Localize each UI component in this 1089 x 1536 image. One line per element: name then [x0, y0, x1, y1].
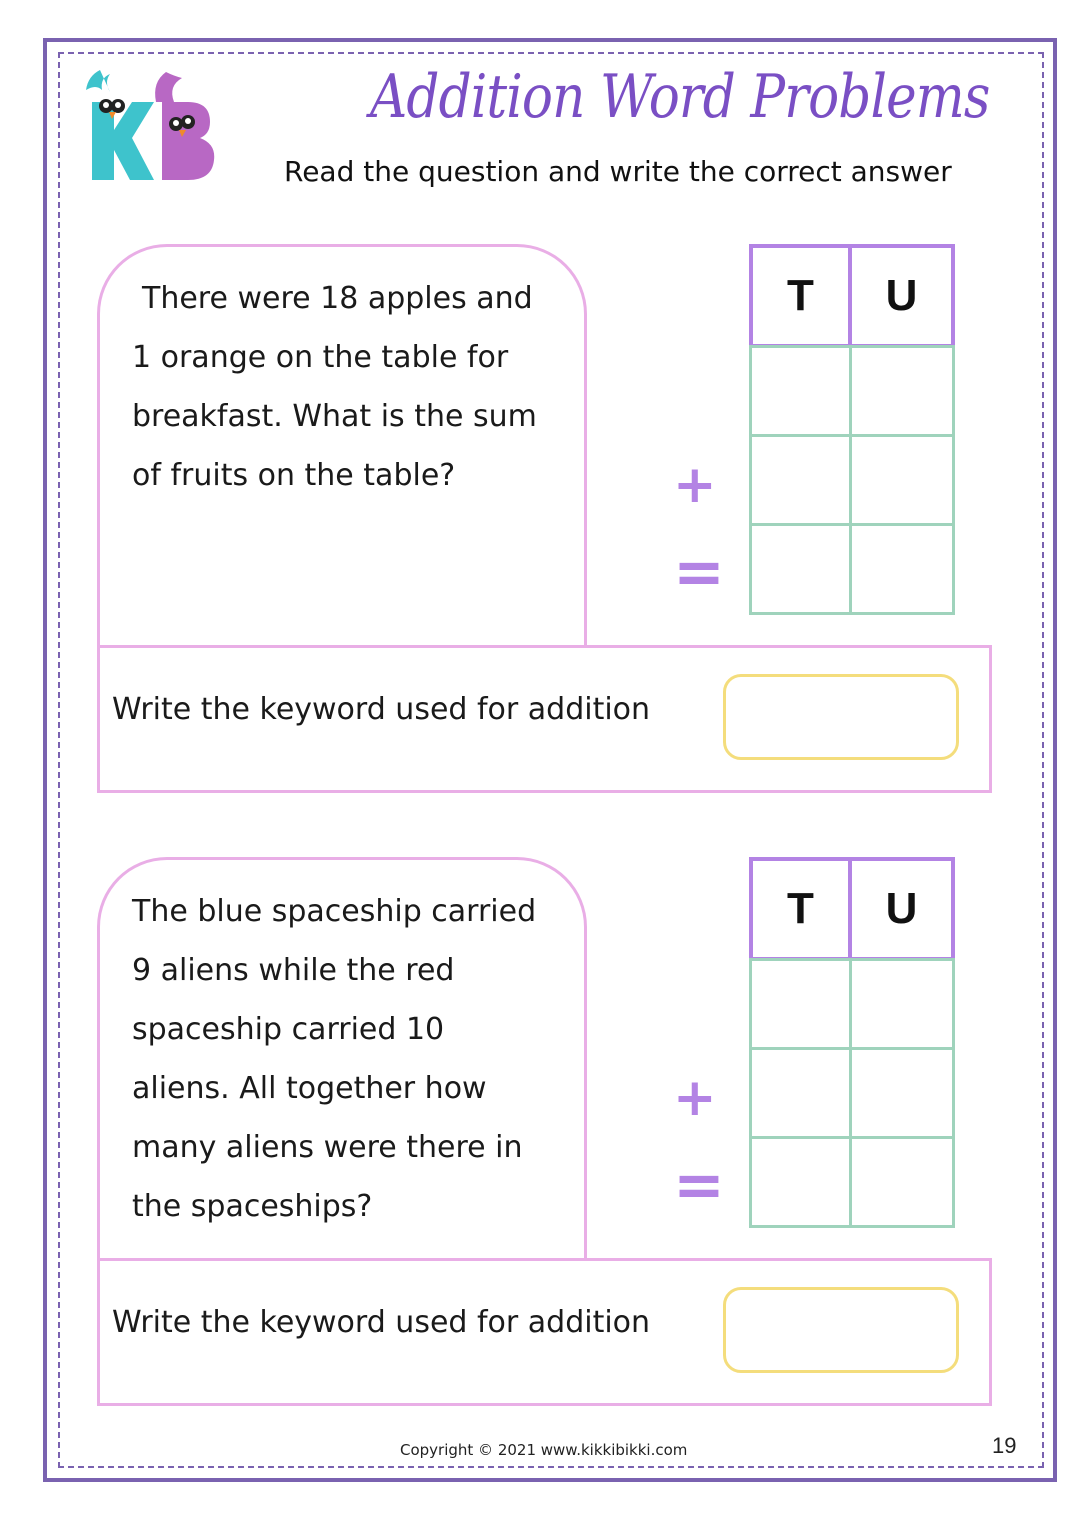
units-header: U	[848, 857, 955, 961]
tens-header: T	[749, 244, 852, 348]
plus-sign: +	[673, 455, 717, 515]
question-line: 9 aliens while the red	[132, 953, 455, 988]
question-line: many aliens were there in	[132, 1130, 523, 1165]
place-value-grid-1	[749, 244, 955, 615]
instructions: Read the question and write the correct answer	[284, 155, 952, 188]
keyword-box-1	[97, 645, 992, 793]
tens-cell-row3[interactable]	[749, 1136, 852, 1228]
question-card-2	[97, 857, 587, 1259]
question-line: The blue spaceship carried	[132, 894, 537, 929]
copyright-notice: Copyright © 2021 www.kikkibikki.com	[400, 1441, 688, 1459]
units-cell-row3[interactable]	[849, 1136, 955, 1228]
question-line: There were 18 apples and	[142, 281, 533, 316]
question-text-2	[132, 882, 572, 1236]
grid-header	[749, 857, 955, 961]
question-card-1	[97, 244, 587, 646]
question-text-1	[132, 269, 572, 505]
tens-cell-row1[interactable]	[749, 958, 852, 1050]
question-line: of fruits on the table?	[132, 458, 456, 493]
tens-cell-row1[interactable]	[749, 345, 852, 437]
units-header: U	[848, 244, 955, 348]
units-cell-row2[interactable]	[849, 1047, 955, 1139]
keyword-answer-field[interactable]	[723, 674, 959, 760]
keyword-box-2	[97, 1258, 992, 1406]
equals-sign: =	[673, 535, 725, 608]
grid-header	[749, 244, 955, 348]
units-cell-row3[interactable]	[849, 523, 955, 615]
question-line: the spaceships?	[132, 1189, 373, 1224]
question-line: 1 orange on the table for	[132, 340, 509, 375]
units-cell-row2[interactable]	[849, 434, 955, 526]
tens-cell-row2[interactable]	[749, 1047, 852, 1139]
tens-cell-row2[interactable]	[749, 434, 852, 526]
page-title: Addition Word Problems	[370, 62, 990, 132]
keyword-answer-field[interactable]	[723, 1287, 959, 1373]
kikkibikki-logo	[70, 62, 220, 192]
tens-cell-row3[interactable]	[749, 523, 852, 615]
question-line: spaceship carried 10	[132, 1012, 445, 1047]
keyword-prompt: Write the keyword used for addition	[112, 1305, 651, 1340]
question-line: aliens. All together how	[132, 1071, 487, 1106]
question-line: breakfast. What is the sum	[132, 399, 537, 434]
place-value-grid-2	[749, 857, 955, 1228]
page-number: 19	[992, 1433, 1017, 1458]
equals-sign: =	[673, 1148, 725, 1221]
tens-header: T	[749, 857, 852, 961]
plus-sign: +	[673, 1068, 717, 1128]
keyword-prompt: Write the keyword used for addition	[112, 692, 651, 727]
units-cell-row1[interactable]	[849, 958, 955, 1050]
units-cell-row1[interactable]	[849, 345, 955, 437]
